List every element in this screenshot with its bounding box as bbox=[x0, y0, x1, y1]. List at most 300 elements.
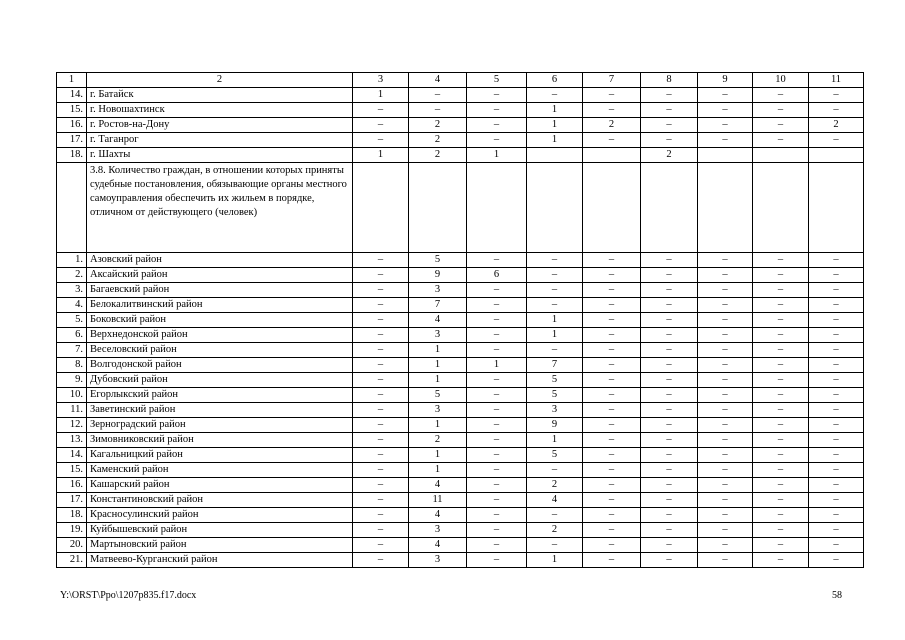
table-cell: – bbox=[353, 493, 409, 508]
table-cell: – bbox=[467, 508, 527, 523]
table-cell bbox=[753, 148, 809, 163]
table-cell: 5 bbox=[527, 448, 583, 463]
empty-cell bbox=[641, 163, 698, 253]
table-cell: 9 bbox=[409, 268, 467, 283]
table-row bbox=[57, 298, 864, 313]
table-cell: – bbox=[527, 253, 583, 268]
row-name: г. Таганрог bbox=[87, 133, 353, 148]
table-cell: – bbox=[641, 493, 698, 508]
table-cell: – bbox=[698, 388, 753, 403]
table-cell: – bbox=[641, 523, 698, 538]
row-number: 17. bbox=[57, 493, 87, 508]
table-cell: 5 bbox=[409, 253, 467, 268]
table-cell: – bbox=[467, 373, 527, 388]
table-cell: – bbox=[698, 493, 753, 508]
table-cell: 3 bbox=[409, 283, 467, 298]
table-cell: – bbox=[753, 133, 809, 148]
table-body bbox=[57, 73, 864, 568]
table-cell: – bbox=[583, 478, 641, 493]
table-cell: – bbox=[753, 523, 809, 538]
column-header: 11 bbox=[809, 73, 864, 88]
row-number: 3. bbox=[57, 283, 87, 298]
row-number: 6. bbox=[57, 328, 87, 343]
row-number: 17. bbox=[57, 133, 87, 148]
row-name: Багаевский район bbox=[87, 283, 353, 298]
table-cell: – bbox=[467, 133, 527, 148]
table-cell: – bbox=[583, 553, 641, 568]
table-cell: – bbox=[809, 358, 864, 373]
table-cell: – bbox=[467, 283, 527, 298]
row-number: 18. bbox=[57, 148, 87, 163]
table-cell: – bbox=[698, 373, 753, 388]
row-number: 13. bbox=[57, 433, 87, 448]
empty-cell bbox=[583, 163, 641, 253]
table-cell: 1 bbox=[409, 343, 467, 358]
table-cell: – bbox=[353, 478, 409, 493]
table-cell: – bbox=[641, 508, 698, 523]
table-cell: – bbox=[698, 433, 753, 448]
table-cell: – bbox=[753, 388, 809, 403]
row-name: Матвеево-Курганский район bbox=[87, 553, 353, 568]
table-cell: – bbox=[583, 493, 641, 508]
table-row bbox=[57, 418, 864, 433]
table-cell: – bbox=[753, 283, 809, 298]
table-cell: – bbox=[467, 403, 527, 418]
row-name: г. Ростов-на-Дону bbox=[87, 118, 353, 133]
column-header: 5 bbox=[467, 73, 527, 88]
table-cell: – bbox=[467, 388, 527, 403]
table-cell: 1 bbox=[353, 88, 409, 103]
table-cell: – bbox=[527, 508, 583, 523]
table-cell: – bbox=[641, 373, 698, 388]
table-cell: – bbox=[809, 268, 864, 283]
table-cell: 4 bbox=[527, 493, 583, 508]
table-cell: – bbox=[467, 253, 527, 268]
table-cell: 1 bbox=[409, 448, 467, 463]
table-cell: – bbox=[698, 268, 753, 283]
table-cell: – bbox=[527, 343, 583, 358]
empty-cell bbox=[753, 163, 809, 253]
table-cell: – bbox=[809, 388, 864, 403]
table-row bbox=[57, 523, 864, 538]
table-cell: – bbox=[809, 448, 864, 463]
table-cell: – bbox=[467, 523, 527, 538]
row-name: Красносулинский район bbox=[87, 508, 353, 523]
row-name: Боковский район bbox=[87, 313, 353, 328]
row-name: Азовский район bbox=[87, 253, 353, 268]
table-cell: – bbox=[467, 433, 527, 448]
table-cell: – bbox=[353, 283, 409, 298]
row-number: 14. bbox=[57, 88, 87, 103]
data-table bbox=[56, 72, 864, 568]
table-cell: – bbox=[753, 298, 809, 313]
table-row bbox=[57, 88, 864, 103]
table-cell: – bbox=[809, 373, 864, 388]
table-cell: – bbox=[353, 523, 409, 538]
table-cell: – bbox=[641, 118, 698, 133]
table-cell: – bbox=[809, 103, 864, 118]
table-cell bbox=[809, 148, 864, 163]
table-cell: – bbox=[467, 118, 527, 133]
row-number: 16. bbox=[57, 118, 87, 133]
table-cell: – bbox=[809, 538, 864, 553]
table-cell: 1 bbox=[527, 103, 583, 118]
table-cell: – bbox=[583, 508, 641, 523]
row-number: 15. bbox=[57, 463, 87, 478]
row-name: Дубовский район bbox=[87, 373, 353, 388]
table-cell: – bbox=[353, 328, 409, 343]
section-row bbox=[57, 163, 864, 253]
row-name: Аксайский район bbox=[87, 268, 353, 283]
table-cell: – bbox=[809, 298, 864, 313]
table-cell: 2 bbox=[409, 118, 467, 133]
table-cell: – bbox=[583, 283, 641, 298]
table-cell: – bbox=[809, 553, 864, 568]
table-cell: 1 bbox=[409, 373, 467, 388]
table-cell: – bbox=[753, 88, 809, 103]
row-number: 4. bbox=[57, 298, 87, 313]
row-number: 5. bbox=[57, 313, 87, 328]
column-header: 9 bbox=[698, 73, 753, 88]
table-cell: 2 bbox=[527, 478, 583, 493]
table-cell: – bbox=[753, 358, 809, 373]
table-row bbox=[57, 118, 864, 133]
row-number: 15. bbox=[57, 103, 87, 118]
table-cell: – bbox=[527, 283, 583, 298]
table-cell: – bbox=[753, 373, 809, 388]
table-row bbox=[57, 328, 864, 343]
table-cell: – bbox=[698, 133, 753, 148]
table-cell: – bbox=[698, 523, 753, 538]
table-row bbox=[57, 358, 864, 373]
table-cell: – bbox=[467, 553, 527, 568]
row-name: Белокалитвинский район bbox=[87, 298, 353, 313]
table-cell: – bbox=[809, 313, 864, 328]
table-cell: – bbox=[583, 433, 641, 448]
table-cell: – bbox=[753, 328, 809, 343]
table-cell: – bbox=[753, 538, 809, 553]
table-cell: – bbox=[753, 253, 809, 268]
table-cell: – bbox=[353, 373, 409, 388]
table-cell: – bbox=[641, 343, 698, 358]
table-cell: 9 bbox=[527, 418, 583, 433]
table-cell: – bbox=[698, 328, 753, 343]
table-cell: – bbox=[353, 343, 409, 358]
table-cell: – bbox=[409, 88, 467, 103]
table-header-row bbox=[57, 73, 864, 88]
table-cell: – bbox=[467, 313, 527, 328]
table-cell: – bbox=[583, 298, 641, 313]
table-cell: – bbox=[809, 403, 864, 418]
row-number: 20. bbox=[57, 538, 87, 553]
table-cell: – bbox=[809, 343, 864, 358]
table-cell: – bbox=[641, 478, 698, 493]
table-cell: – bbox=[809, 478, 864, 493]
row-number: 21. bbox=[57, 553, 87, 568]
table-cell: 1 bbox=[527, 118, 583, 133]
table-cell: 2 bbox=[409, 433, 467, 448]
table-row bbox=[57, 253, 864, 268]
table-row bbox=[57, 343, 864, 358]
row-number: 7. bbox=[57, 343, 87, 358]
table-cell: – bbox=[527, 88, 583, 103]
column-header: 2 bbox=[87, 73, 353, 88]
table-cell: – bbox=[583, 448, 641, 463]
table-cell: 7 bbox=[527, 358, 583, 373]
table-row bbox=[57, 388, 864, 403]
table-cell: 2 bbox=[583, 118, 641, 133]
table-cell: – bbox=[583, 103, 641, 118]
table-row bbox=[57, 148, 864, 163]
table-cell: – bbox=[583, 358, 641, 373]
table-cell: – bbox=[698, 253, 753, 268]
table-cell: – bbox=[353, 403, 409, 418]
table-cell: – bbox=[698, 88, 753, 103]
row-number: 18. bbox=[57, 508, 87, 523]
table-cell: – bbox=[467, 328, 527, 343]
empty-cell bbox=[809, 163, 864, 253]
table-cell: – bbox=[353, 538, 409, 553]
table-cell: – bbox=[583, 313, 641, 328]
empty-cell bbox=[467, 163, 527, 253]
table-cell: – bbox=[583, 418, 641, 433]
row-name: Заветинский район bbox=[87, 403, 353, 418]
table-cell: – bbox=[641, 463, 698, 478]
table-cell: 2 bbox=[409, 148, 467, 163]
table-cell: 4 bbox=[409, 508, 467, 523]
row-name: г. Новошахтинск bbox=[87, 103, 353, 118]
table-cell: – bbox=[583, 403, 641, 418]
table-cell: – bbox=[583, 268, 641, 283]
table-cell: 1 bbox=[527, 433, 583, 448]
table-cell: – bbox=[698, 448, 753, 463]
table-cell: – bbox=[641, 328, 698, 343]
table-cell: – bbox=[698, 463, 753, 478]
table-cell: – bbox=[583, 388, 641, 403]
table-cell: – bbox=[809, 493, 864, 508]
row-name: Куйбышевский район bbox=[87, 523, 353, 538]
table-cell: – bbox=[641, 283, 698, 298]
table-cell: 1 bbox=[467, 148, 527, 163]
column-header: 4 bbox=[409, 73, 467, 88]
table-row bbox=[57, 403, 864, 418]
table-cell: – bbox=[641, 268, 698, 283]
row-number: 12. bbox=[57, 418, 87, 433]
table-cell: – bbox=[467, 493, 527, 508]
table-cell: – bbox=[583, 538, 641, 553]
table-row bbox=[57, 538, 864, 553]
table-cell: 1 bbox=[527, 313, 583, 328]
table-cell: – bbox=[583, 88, 641, 103]
table-cell: – bbox=[353, 508, 409, 523]
table-cell: 2 bbox=[809, 118, 864, 133]
table-row bbox=[57, 103, 864, 118]
table-cell: – bbox=[698, 343, 753, 358]
table-cell: – bbox=[467, 88, 527, 103]
table-cell: – bbox=[467, 298, 527, 313]
table-row bbox=[57, 268, 864, 283]
table-cell: – bbox=[753, 268, 809, 283]
table-cell: – bbox=[353, 553, 409, 568]
table-cell: – bbox=[353, 268, 409, 283]
table-cell: 3 bbox=[409, 523, 467, 538]
table-cell bbox=[527, 148, 583, 163]
table-cell: – bbox=[467, 103, 527, 118]
table-cell: 4 bbox=[409, 313, 467, 328]
row-number: 19. bbox=[57, 523, 87, 538]
empty-cell bbox=[353, 163, 409, 253]
table-cell: – bbox=[698, 358, 753, 373]
table-cell: – bbox=[353, 448, 409, 463]
table-cell: – bbox=[583, 523, 641, 538]
table-row bbox=[57, 133, 864, 148]
table-cell: – bbox=[353, 463, 409, 478]
table-cell: 2 bbox=[409, 133, 467, 148]
table-cell: – bbox=[353, 418, 409, 433]
table-cell: 1 bbox=[409, 463, 467, 478]
table-cell: – bbox=[753, 118, 809, 133]
table-cell: – bbox=[527, 538, 583, 553]
table-cell: – bbox=[809, 283, 864, 298]
table-cell: – bbox=[409, 103, 467, 118]
table-cell bbox=[698, 148, 753, 163]
table-cell: – bbox=[467, 343, 527, 358]
empty-cell bbox=[527, 163, 583, 253]
table-row bbox=[57, 493, 864, 508]
column-header: 1 bbox=[57, 73, 87, 88]
column-header: 6 bbox=[527, 73, 583, 88]
table-cell: 3 bbox=[527, 403, 583, 418]
table-cell: – bbox=[753, 433, 809, 448]
table-cell: 5 bbox=[527, 373, 583, 388]
table-cell: – bbox=[583, 463, 641, 478]
table-cell: – bbox=[641, 253, 698, 268]
table-cell: – bbox=[698, 118, 753, 133]
row-number: 9. bbox=[57, 373, 87, 388]
table-cell: – bbox=[698, 418, 753, 433]
table-cell: – bbox=[527, 298, 583, 313]
row-name: Верхнедонской район bbox=[87, 328, 353, 343]
table-cell: – bbox=[753, 508, 809, 523]
table-cell: – bbox=[583, 373, 641, 388]
empty-cell bbox=[409, 163, 467, 253]
table-cell: – bbox=[698, 538, 753, 553]
table-cell: – bbox=[641, 448, 698, 463]
table-cell: – bbox=[583, 328, 641, 343]
table-cell: – bbox=[641, 103, 698, 118]
table-cell: 5 bbox=[527, 388, 583, 403]
table-cell: – bbox=[809, 253, 864, 268]
table-cell: 4 bbox=[409, 478, 467, 493]
table-row bbox=[57, 448, 864, 463]
table-cell: 1 bbox=[467, 358, 527, 373]
table-row bbox=[57, 373, 864, 388]
table-cell: – bbox=[641, 553, 698, 568]
table-cell: – bbox=[353, 298, 409, 313]
table-cell: – bbox=[641, 133, 698, 148]
table-cell: – bbox=[809, 433, 864, 448]
row-name: г. Шахты bbox=[87, 148, 353, 163]
table-cell: – bbox=[809, 523, 864, 538]
row-name: г. Батайск bbox=[87, 88, 353, 103]
table-cell: – bbox=[753, 493, 809, 508]
column-header: 10 bbox=[753, 73, 809, 88]
table-cell: – bbox=[809, 133, 864, 148]
table-cell: – bbox=[353, 388, 409, 403]
table-cell: – bbox=[753, 463, 809, 478]
table-cell: – bbox=[467, 538, 527, 553]
table-cell: – bbox=[641, 433, 698, 448]
table-cell: – bbox=[641, 313, 698, 328]
table-cell: 1 bbox=[409, 418, 467, 433]
table-cell: 1 bbox=[527, 553, 583, 568]
row-number: 10. bbox=[57, 388, 87, 403]
table-cell: – bbox=[753, 448, 809, 463]
table-cell: – bbox=[753, 343, 809, 358]
table-cell: 3 bbox=[409, 403, 467, 418]
row-name: Кашарский район bbox=[87, 478, 353, 493]
table-cell: – bbox=[641, 538, 698, 553]
section-number-cell bbox=[57, 163, 87, 253]
table-cell: – bbox=[698, 298, 753, 313]
table-cell: – bbox=[753, 313, 809, 328]
table-row bbox=[57, 478, 864, 493]
table-cell: 1 bbox=[409, 358, 467, 373]
table-cell: – bbox=[753, 478, 809, 493]
table-cell: – bbox=[809, 463, 864, 478]
table-cell: 5 bbox=[409, 388, 467, 403]
column-header: 3 bbox=[353, 73, 409, 88]
row-name: Кагальницкий район bbox=[87, 448, 353, 463]
table-cell: – bbox=[698, 313, 753, 328]
row-name: Егорлыкский район bbox=[87, 388, 353, 403]
row-number: 14. bbox=[57, 448, 87, 463]
table-cell: – bbox=[698, 553, 753, 568]
table-row bbox=[57, 433, 864, 448]
table-cell: – bbox=[583, 133, 641, 148]
table-cell: – bbox=[353, 118, 409, 133]
table-cell: – bbox=[753, 403, 809, 418]
table-cell: 11 bbox=[409, 493, 467, 508]
empty-cell bbox=[698, 163, 753, 253]
table-cell: – bbox=[753, 553, 809, 568]
row-name: Каменский район bbox=[87, 463, 353, 478]
row-name: Зимовниковский район bbox=[87, 433, 353, 448]
table-cell: 6 bbox=[467, 268, 527, 283]
footer-file-path: Y:\ORST\Ppo\1207p835.f17.docx bbox=[60, 590, 197, 601]
row-number: 2. bbox=[57, 268, 87, 283]
table-cell: – bbox=[583, 343, 641, 358]
row-name: Мартыновский район bbox=[87, 538, 353, 553]
table-cell: – bbox=[353, 253, 409, 268]
row-number: 1. bbox=[57, 253, 87, 268]
table-cell: – bbox=[809, 328, 864, 343]
table-cell: 2 bbox=[527, 523, 583, 538]
table-row bbox=[57, 283, 864, 298]
table-cell: 2 bbox=[641, 148, 698, 163]
table-cell: – bbox=[641, 388, 698, 403]
row-number: 8. bbox=[57, 358, 87, 373]
table-cell: – bbox=[698, 283, 753, 298]
table-cell: – bbox=[641, 358, 698, 373]
table-cell: – bbox=[753, 103, 809, 118]
table-cell: – bbox=[467, 448, 527, 463]
table-cell: – bbox=[753, 418, 809, 433]
table-cell: – bbox=[698, 478, 753, 493]
table-cell: – bbox=[809, 88, 864, 103]
section-title: 3.8. Количество граждан, в отношении которых приняты судебные постановления, обязывающие органы местного самоуправления обеспечить их жильем в порядке, отличном от действующего (человек) bbox=[87, 163, 353, 253]
table-cell: – bbox=[467, 418, 527, 433]
